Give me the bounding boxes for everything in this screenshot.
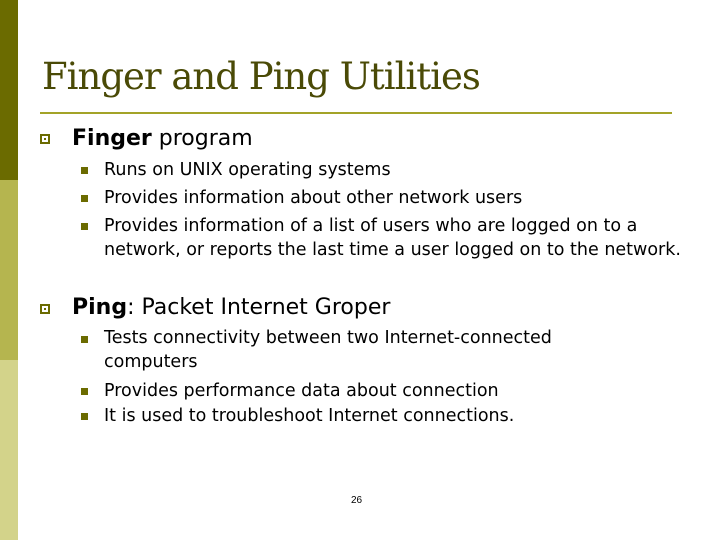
bullet-item-text: : Packet Internet Groper — [127, 295, 391, 320]
filled-square-bullet-icon — [81, 223, 88, 230]
bullet-item-ping — [72, 295, 390, 321]
sub-item: Provides performance data about connection — [104, 381, 499, 401]
slide-title: Finger and Ping Utilities — [42, 55, 480, 98]
filled-square-bullet-icon — [81, 167, 88, 174]
sidebar-stripe — [0, 0, 18, 540]
bullet-item-bold: Ping — [72, 295, 128, 320]
bullet-item-finger — [72, 126, 253, 152]
sub-item: Provides information of a list of users who are logged on to a network, or reports the last time a user logged on to the network. — [104, 216, 681, 260]
sidebar-segment-light — [0, 360, 18, 540]
sidebar-segment-mid — [0, 180, 18, 360]
sub-item: Tests connectivity between two Internet-connected computers — [104, 328, 552, 372]
sub-item: It is used to troubleshoot Internet connections. — [104, 406, 515, 426]
sub-item: Provides information about other network users — [104, 188, 523, 208]
filled-square-bullet-icon — [81, 195, 88, 202]
title-underline — [40, 112, 672, 114]
filled-square-bullet-icon — [81, 388, 88, 395]
hollow-square-bullet-icon — [40, 134, 50, 144]
bullet-item-bold: Finger — [72, 126, 152, 151]
bullet-item-text: program — [151, 126, 253, 151]
filled-square-bullet-icon — [81, 413, 88, 420]
page-number: 26 — [351, 495, 363, 506]
hollow-square-bullet-icon — [40, 304, 50, 314]
filled-square-bullet-icon — [81, 336, 88, 343]
sub-item: Runs on UNIX operating systems — [104, 160, 391, 180]
sidebar-segment-dark — [0, 0, 18, 180]
